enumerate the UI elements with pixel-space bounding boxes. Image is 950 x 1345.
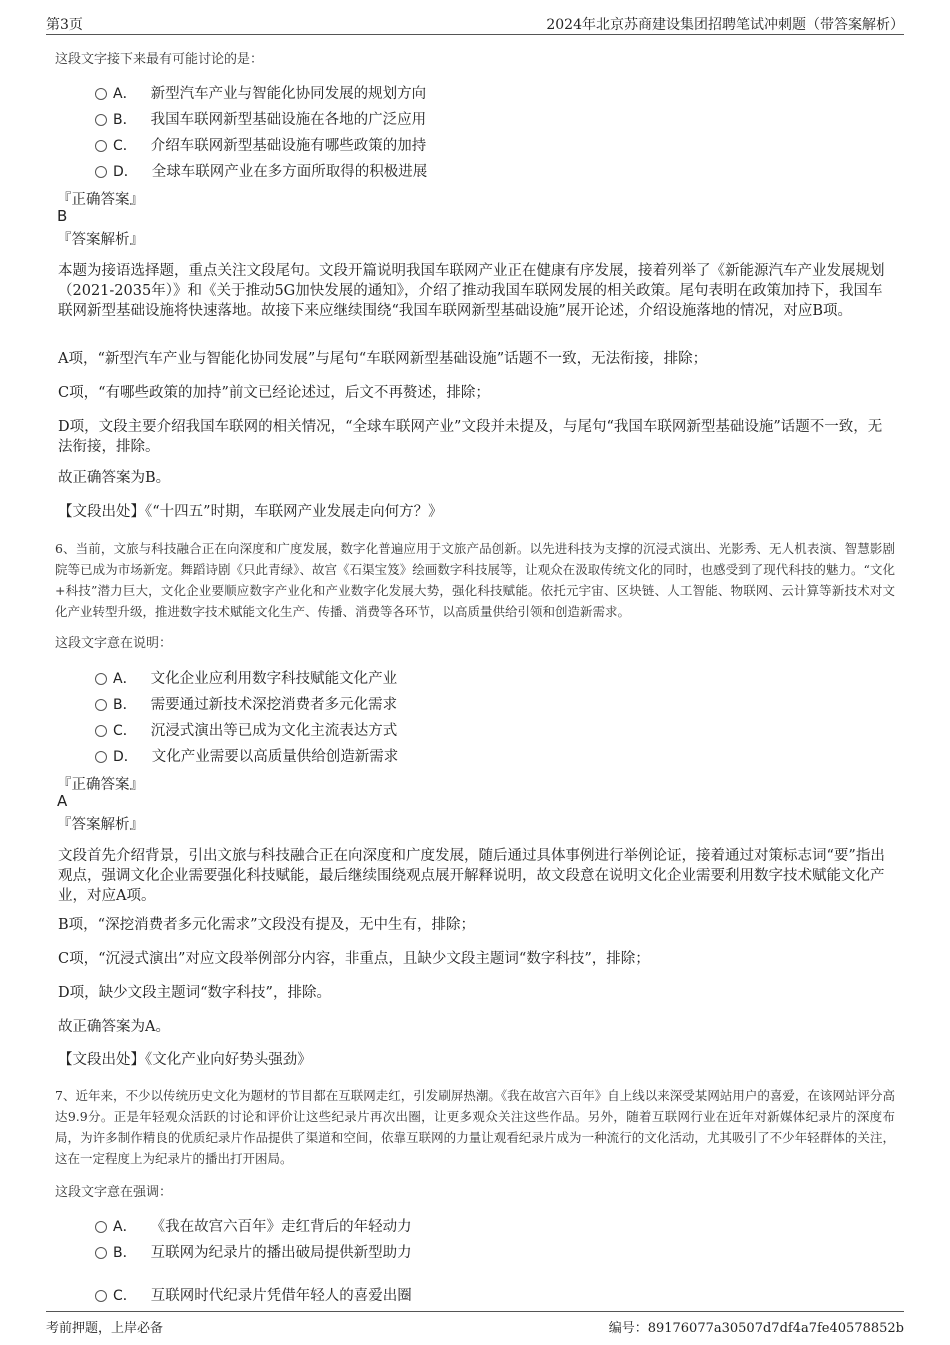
document-code: 编号：89176077a30507d7df4a7fe40578852b <box>608 1321 904 1336</box>
q6-analysis-label: 『答案解析』 <box>57 817 144 833</box>
q5-question: 这段文字接下来最有可能讨论的是： <box>55 52 264 67</box>
footer-slogan: 考前押题，上岸必备 <box>46 1321 164 1336</box>
radio-icon[interactable] <box>95 1247 107 1259</box>
q7-option-c[interactable] <box>95 1284 412 1305</box>
q6-conclusion: 故正确答案为A。 <box>58 1019 170 1035</box>
q7-option-b[interactable] <box>95 1241 412 1262</box>
q5-option-b[interactable] <box>95 108 426 129</box>
option-letter: C． <box>113 722 137 739</box>
option-text: 我国车联网新型基础设施在各地的广泛应用 <box>150 112 427 128</box>
q6-option-d[interactable] <box>95 745 398 766</box>
radio-icon[interactable] <box>95 1221 107 1233</box>
q5-option-a[interactable] <box>95 82 426 103</box>
option-text: 新型汽车产业与智能化协同发展的规划方向 <box>150 86 427 102</box>
radio-icon[interactable] <box>95 673 107 685</box>
q5-option-c[interactable] <box>95 134 426 155</box>
option-text: 沉浸式演出等已成为文化主流表达方式 <box>150 723 398 739</box>
q6-source: 【文段出处】《文化产业向好势头强劲》 <box>58 1052 312 1068</box>
option-text: 互联网为纪录片的播出破局提供新型助力 <box>150 1245 412 1261</box>
q5-analysis-main: 本题为接语选择题，重点关注文段尾句。文段开篇说明我国车联网产业正在健康有序发展，接着列举了《新能源汽车产业发展规划（2021-2035年）》和《关于推动5G加快发展的通知》，介绍了推动我国车联网发展的相关政策。尾句表明在政策加持下，我国车联网新型基础设施将快速落地。故接下来应继续围绕“我国车联网新型基础设施”展开论述，介绍设施落地的情况，对应B项。 <box>58 263 885 319</box>
q6-analysis-d: D项，缺少文段主题词“数字科技”，排除。 <box>58 985 331 1001</box>
q6-passage: 6、当前，文旅与科技融合正在向深度和广度发展，数字化普遍应用于文旅产品创新。以先进科技为支撑的沉浸式演出、光影秀、无人机表演、智慧影剧院等已成为市场新宠。舞蹈诗剧《只此青绿》、故宫《石渠宝笈》绘画数字科技展等，让观众在汲取传统文化的同时，也感受到了现代科技的魅力。“文化+科技”潜力巨大，文化企业要顺应数字产业化和产业数字化发展大势，强化科技赋能。依托元宇宙、区块链、人工智能、物联网、云计算等新技术对文化产业转型升级，推进数字技术赋能文化生产、传播、消费等各环节，以高质量供给引领和创造新需求。 <box>55 541 895 619</box>
q5-analysis-c: C项，“有哪些政策的加持”前文已经论述过，后文不再赘述，排除； <box>58 385 490 401</box>
q5-analysis-label: 『答案解析』 <box>57 232 144 248</box>
radio-icon[interactable] <box>95 114 107 126</box>
option-text: 《我在故宫六百年》走红背后的年轻动力 <box>150 1219 412 1235</box>
radio-icon[interactable] <box>95 166 107 178</box>
option-text: 互联网时代纪录片凭借年轻人的喜爱出圈 <box>150 1288 412 1304</box>
q6-analysis-c: C项，“沉浸式演出”对应文段举例部分内容，非重点，且缺少文段主题词“数字科技”，排除； <box>58 951 650 967</box>
q6-question: 这段文字意在说明： <box>55 636 173 651</box>
q5-source: 【文段出处】《“十四五”时期，车联网产业发展走向何方？》 <box>58 504 443 520</box>
q7-question: 这段文字意在强调： <box>55 1185 173 1200</box>
q6-analysis-main: 文段首先介绍背景，引出文旅与科技融合正在向深度和广度发展，随后通过具体事例进行举例论证，接着通过对策标志词“要”指出观点，强调文化企业需要强化科技赋能，最后继续围绕观点展开解释说明，故文段意在说明文化企业需要利用数字技术赋能文化产业，对应A项。 <box>58 848 885 904</box>
q7-option-a[interactable] <box>95 1215 412 1236</box>
option-letter: C． <box>113 137 137 154</box>
option-letter: C． <box>113 1287 137 1304</box>
option-text: 全球车联网产业在多方面所取得的积极进展 <box>151 164 428 180</box>
option-text: 文化企业应利用数字科技赋能文化产业 <box>150 671 398 687</box>
page-footer <box>46 1311 904 1340</box>
option-letter: A． <box>113 1218 137 1235</box>
option-text: 介绍车联网新型基础设施有哪些政策的加持 <box>150 138 427 154</box>
q6-option-b[interactable] <box>95 693 397 714</box>
option-letter: D． <box>113 748 138 765</box>
radio-icon[interactable] <box>95 88 107 100</box>
option-letter: D． <box>113 163 138 180</box>
q5-analysis-d: D项，文段主要介绍我国车联网的相关情况，“全球车联网产业”文段并未提及，与尾句“我国车联网新型基础设施”话题不一致，无法衔接，排除。 <box>58 419 883 455</box>
q7-passage: 7、近年来，不少以传统历史文化为题材的节目都在互联网走红，引发刷屏热潮。《我在故宫六百年》自上线以来深受某网站用户的喜爱，在该网站评分高达9.9分。正是年轻观众活跃的讨论和评价让这些纪录片再次出圈，让更多观众关注这些作品。另外，随着互联网行业在近年对新媒体纪录片的深度布局，为许多制作精良的优质纪录片作品提供了渠道和空间，依靠互联网的力量让观看纪录片成为一种流行的文化活动，尤其吸引了不少年轻群体的关注，这在一定程度上为纪录片的播出打开困局。 <box>55 1088 895 1166</box>
q6-option-c[interactable] <box>95 719 397 740</box>
radio-icon[interactable] <box>95 725 107 737</box>
page-number: 第3页 <box>46 17 83 33</box>
document-title: 2024年北京苏商建设集团招聘笔试冲刺题（带答案解析） <box>546 17 904 33</box>
q6-option-a[interactable] <box>95 667 397 688</box>
option-text: 需要通过新技术深挖消费者多元化需求 <box>150 697 398 713</box>
radio-icon[interactable] <box>95 699 107 711</box>
option-letter: A． <box>113 85 137 102</box>
q5-option-d[interactable] <box>95 160 427 181</box>
q5-conclusion: 故正确答案为B。 <box>58 470 171 486</box>
radio-icon[interactable] <box>95 140 107 152</box>
q6-answer-label: 『正确答案』 <box>57 777 144 793</box>
q6-analysis-b: B项，“深挖消费者多元化需求”文段没有提及，无中生有，排除； <box>58 917 475 933</box>
q5-answer: B <box>57 207 68 225</box>
option-letter: B． <box>113 111 137 128</box>
q6-answer: A <box>57 792 68 810</box>
option-text: 文化产业需要以高质量供给创造新需求 <box>151 749 399 765</box>
radio-icon[interactable] <box>95 1290 107 1302</box>
q5-answer-label: 『正确答案』 <box>57 192 144 208</box>
q5-analysis-a: A项，“新型汽车产业与智能化协同发展”与尾句“车联网新型基础设施”话题不一致，无法衔接，排除； <box>58 351 708 367</box>
radio-icon[interactable] <box>95 751 107 763</box>
option-letter: A． <box>113 670 137 687</box>
page-header <box>46 14 904 35</box>
option-letter: B． <box>113 696 137 713</box>
option-letter: B． <box>113 1244 137 1261</box>
